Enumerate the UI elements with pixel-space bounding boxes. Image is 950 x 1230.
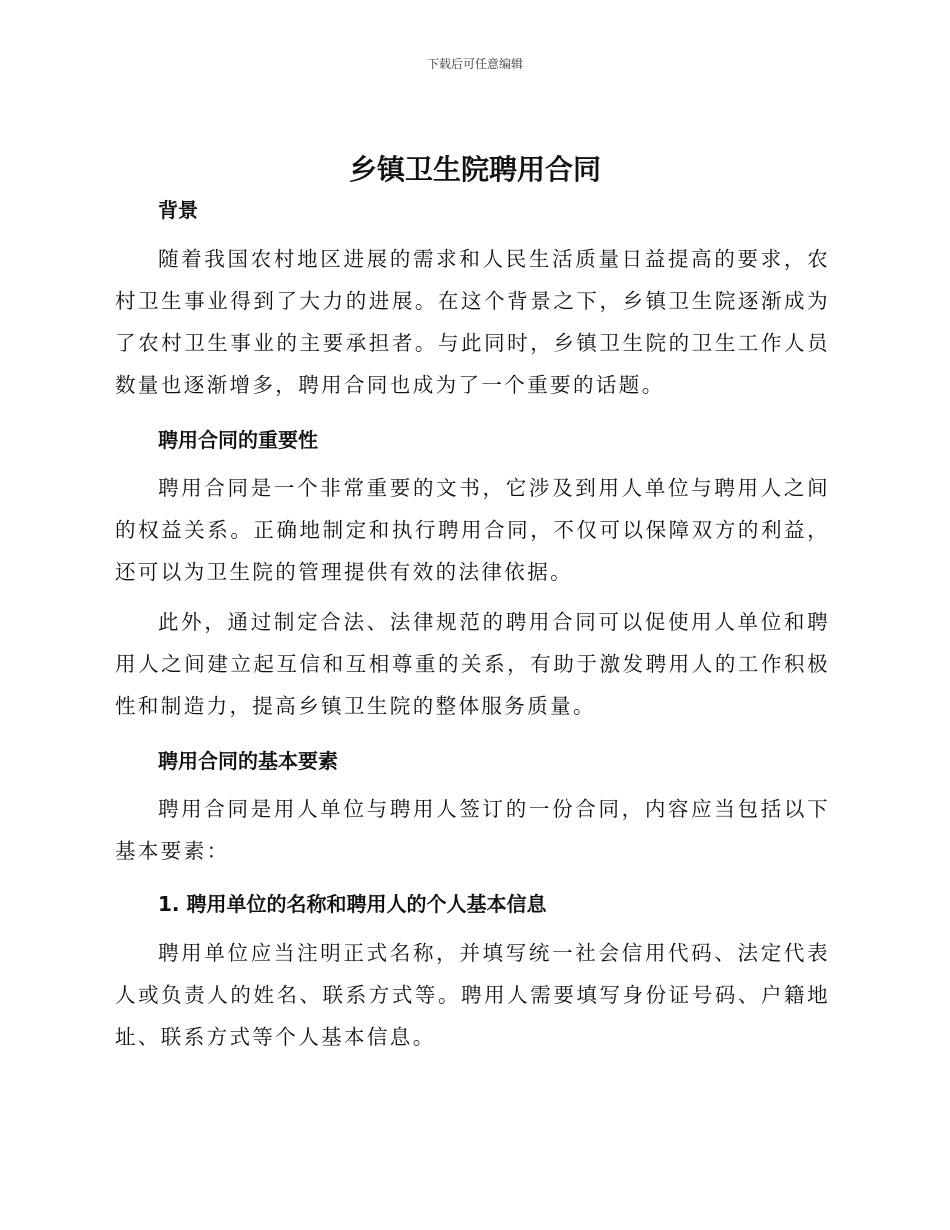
section-heading-background: 背景 <box>158 198 198 222</box>
paragraph-background: 随着我国农村地区进展的需求和人民生活质量日益提高的要求，农村卫生事业得到了大力的进展。在这个背景之下，乡镇卫生院逐渐成为了农村卫生事业的主要承担者。与此同时，乡镇卫生院的卫生工作人员数量也逐渐增多，聘用合同也成为了一个重要的话题。 <box>115 247 830 397</box>
subsection-heading-element-1: 1. 聘用单位的名称和聘用人的个人基本信息 <box>158 892 547 916</box>
section-heading-basic-elements: 聘用合同的基本要素 <box>158 749 338 773</box>
section-heading-importance: 聘用合同的重要性 <box>158 428 318 452</box>
header-note: 下载后可任意编辑 <box>426 57 523 71</box>
paragraph-element-1: 聘用单位应当注明正式名称，并填写统一社会信用代码、法定代表人或负责人的姓名、联系方式等。聘用人需要填写身份证号码、户籍地址、联系方式等个人基本信息。 <box>115 941 830 1049</box>
paragraph-importance-2: 此外，通过制定合法、法律规范的聘用合同可以促使用人单位和聘用人之间建立起互信和互相尊重的关系，有助于激发聘用人的工作积极性和制造力，提高乡镇卫生院的整体服务质量。 <box>115 610 830 718</box>
paragraph-basic-elements: 聘用合同是用人单位与聘用人签订的一份合同，内容应当包括以下基本要素： <box>115 797 830 863</box>
document-title: 乡镇卫生院聘用合同 <box>348 153 601 186</box>
document-body <box>115 192 830 1058</box>
paragraph-importance-1: 聘用合同是一个非常重要的文书，它涉及到用人单位与聘用人之间的权益关系。正确地制定和执行聘用合同，不仅可以保障双方的利益，还可以为卫生院的管理提供有效的法律依据。 <box>115 476 830 584</box>
